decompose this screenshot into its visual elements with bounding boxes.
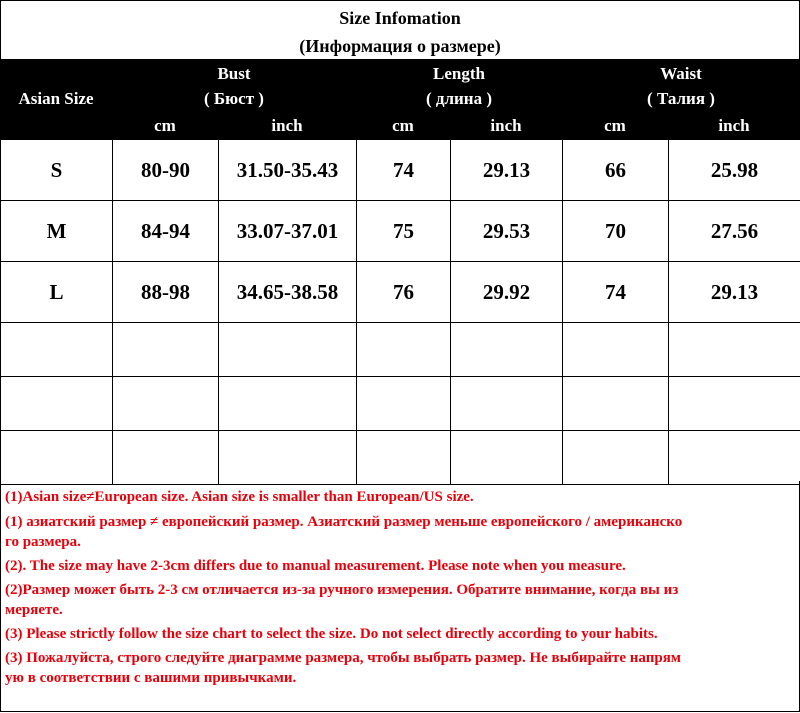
empty-row (1, 323, 800, 377)
table-row (1, 201, 800, 262)
empty-cell (219, 431, 357, 485)
note-line: (2). The size may have 2-3cm differs due to manual measurement. Please note when you measure. (5, 558, 626, 574)
empty-cell (1, 377, 113, 431)
length-inch-cell: 29.53 (451, 201, 563, 262)
notes-block (0, 481, 800, 712)
empty-cell (1, 323, 113, 377)
header-waist-ru: ( Талия ) (647, 89, 715, 108)
empty-cell (1, 431, 113, 485)
table-row (1, 262, 800, 323)
header-bust-ru: ( Бюст ) (204, 89, 264, 108)
bust-cm-cell: 84-94 (113, 201, 219, 262)
empty-cell (357, 431, 451, 485)
unit-waist-inch: inch (718, 116, 750, 135)
header-bust: Bust (217, 64, 251, 83)
table-row (1, 140, 800, 201)
waist-cm-cell: 74 (563, 262, 669, 323)
title-block (0, 0, 800, 59)
empty-cell (113, 323, 219, 377)
note-line: (3) Пожалуйста, строго следуйте диаграмме размера, чтобы выбрать размер. Не выбирайте напрям (5, 650, 682, 666)
empty-cell (357, 323, 451, 377)
bust-inch-cell: 33.07-37.01 (219, 201, 357, 262)
note-line: (2)Размер может быть 2-3 см отличается из-за ручного измерения. Обратите внимание, когда вы из (5, 582, 679, 598)
size-cell: L (1, 262, 113, 323)
unit-bust-cm: cm (154, 116, 176, 135)
waist-inch-cell: 27.56 (669, 201, 800, 262)
empty-cell (451, 431, 563, 485)
length-cm-cell: 74 (357, 140, 451, 201)
length-inch-cell: 29.92 (451, 262, 563, 323)
unit-bust-inch: inch (271, 116, 303, 135)
bust-inch-cell: 34.65-38.58 (219, 262, 357, 323)
empty-cell (669, 323, 800, 377)
bust-cm-cell: 88-98 (113, 262, 219, 323)
bust-inch-cell: 31.50-35.43 (219, 140, 357, 201)
empty-cell (113, 377, 219, 431)
waist-inch-cell: 25.98 (669, 140, 800, 201)
empty-cell (563, 323, 669, 377)
length-inch-cell: 29.13 (451, 140, 563, 201)
empty-cell (357, 377, 451, 431)
note-line: меряете. (5, 602, 63, 618)
header-length: Length (433, 64, 485, 83)
header-asian-size: Asian Size (18, 89, 94, 108)
title-english: Size Infomation (339, 8, 461, 28)
note-line: (1)Asian size≠European size. Asian size is smaller than European/US size. (5, 489, 474, 505)
note-line: (3) Please strictly follow the size chart to select the size. Do not select directly according to your habits. (5, 626, 658, 642)
empty-cell (451, 377, 563, 431)
unit-length-cm: cm (392, 116, 414, 135)
empty-row (1, 377, 800, 431)
empty-cell (451, 323, 563, 377)
size-cell: S (1, 140, 113, 201)
empty-cell (669, 377, 800, 431)
empty-cell (219, 377, 357, 431)
note-line: ую в соответствии с вашими привычками. (5, 670, 297, 686)
empty-cell (563, 377, 669, 431)
size-table (0, 139, 800, 485)
waist-cm-cell: 70 (563, 201, 669, 262)
waist-inch-cell: 29.13 (669, 262, 800, 323)
unit-waist-cm: cm (604, 116, 626, 135)
unit-length-inch: inch (490, 116, 522, 135)
title-russian: (Информация о размере) (299, 36, 501, 56)
note-line: (1) азиатский размер ≠ европейский размер. Азиатский размер меньше европейского / американско (5, 514, 683, 530)
table-header (0, 59, 800, 139)
bust-cm-cell: 80-90 (113, 140, 219, 201)
empty-cell (113, 431, 219, 485)
header-length-ru: ( длина ) (425, 89, 493, 108)
length-cm-cell: 75 (357, 201, 451, 262)
size-cell: M (1, 201, 113, 262)
note-line: го размера. (5, 534, 81, 550)
header-waist: Waist (660, 64, 702, 83)
length-cm-cell: 76 (357, 262, 451, 323)
empty-cell (219, 323, 357, 377)
waist-cm-cell: 66 (563, 140, 669, 201)
empty-cell (563, 431, 669, 485)
empty-row (1, 431, 800, 485)
empty-cell (669, 431, 800, 485)
